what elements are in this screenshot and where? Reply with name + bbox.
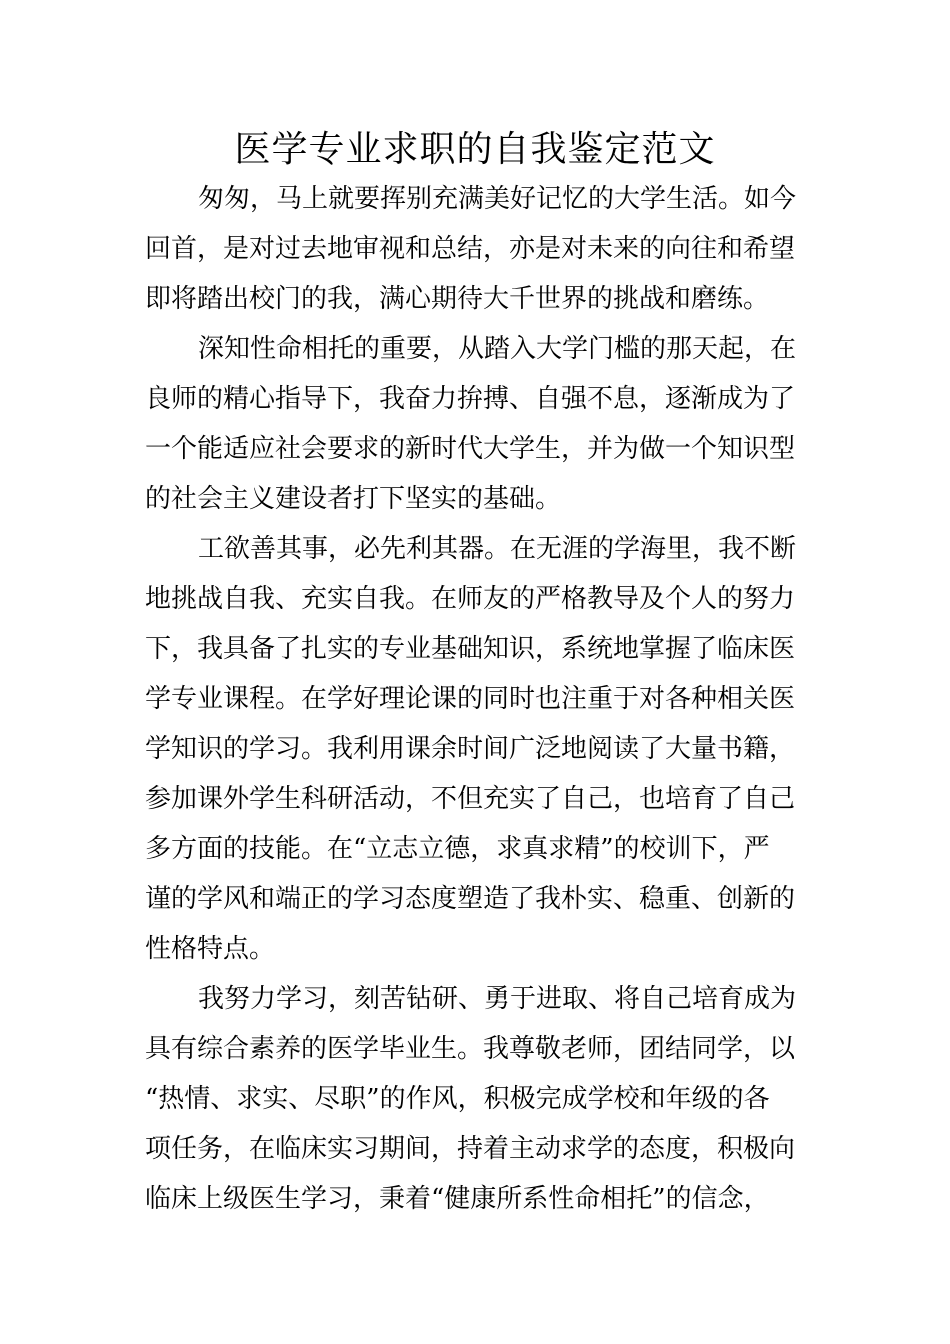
- document-title: 医学专业求职的自我鉴定范文: [234, 129, 716, 170]
- paragraph-line: “热情、求实、尽职”的作风，积极完成学校和年级的各: [145, 1084, 770, 1114]
- paragraph-line: 一个能适应社会要求的新时代大学生，并为做一个知识型: [145, 434, 796, 464]
- paragraph-line: 项任务，在临床实习期间，持着主动求学的态度，积极向: [145, 1134, 796, 1164]
- paragraph-line: 多方面的技能。在“立志立德，求真求精”的校训下，严: [145, 834, 770, 864]
- paragraph-line: 学知识的学习。我利用课余时间广泛地阅读了大量书籍，: [145, 734, 796, 764]
- paragraph-line: 即将踏出校门的我，满心期待大千世界的挑战和磨练。: [145, 284, 770, 314]
- paragraph-line: 良师的精心指导下，我奋力拚搏、自强不息，逐渐成为了: [145, 384, 796, 414]
- paragraph-line: 回首，是对过去地审视和总结，亦是对未来的向往和希望: [145, 234, 796, 264]
- paragraph-line: 学专业课程。在学好理论课的同时也注重于对各种相关医: [145, 684, 796, 714]
- paragraph-line: 具有综合素养的医学毕业生。我尊敬老师，团结同学，以: [145, 1034, 796, 1064]
- paragraph-line: 下，我具备了扎实的专业基础知识，系统地掌握了临床医: [145, 634, 796, 664]
- paragraph: [145, 174, 810, 324]
- paragraph-line: 工欲善其事，必先利其器。在无涯的学海里，我不断: [198, 534, 797, 564]
- paragraph-line: 地挑战自我、充实自我。在师友的严格教导及个人的努力: [145, 584, 796, 614]
- paragraph: [145, 524, 810, 974]
- paragraph-line: 临床上级医生学习，秉着“健康所系性命相托”的信念，: [145, 1184, 770, 1214]
- paragraph-line: 的社会主义建设者打下坚实的基础。: [145, 484, 562, 514]
- paragraph-line: 性格特点。: [145, 934, 276, 964]
- paragraph-line: 谨的学风和端正的学习态度塑造了我朴实、稳重、创新的: [145, 884, 796, 914]
- paragraph-line: 参加课外学生科研活动，不但充实了自己，也培育了自己: [145, 784, 796, 814]
- paragraph-line: 深知性命相托的重要，从踏入大学门槛的那天起，在: [198, 334, 797, 364]
- paragraph-line: 匆匆，马上就要挥别充满美好记忆的大学生活。如今: [198, 184, 797, 214]
- document-body: [145, 174, 810, 1224]
- paragraph: [145, 324, 810, 524]
- paragraph-line: 我努力学习，刻苦钻研、勇于进取、将自己培育成为: [198, 984, 797, 1014]
- paragraph: [145, 974, 810, 1224]
